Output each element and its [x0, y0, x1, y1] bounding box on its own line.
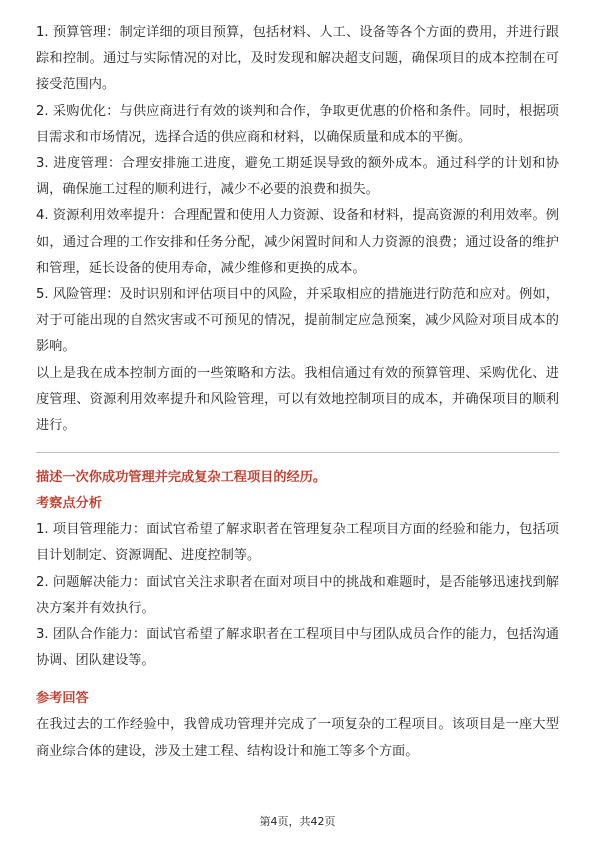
list-item-resource-efficiency: 4. 资源利用效率提升：合理配置和使用人力资源、设备和材料，提高资源的利用效率。例如，通过合理的工作安排和任务分配，减少闲置时间和人力资源的浪费；通过设备的维护和管理，延长设备的使用寿命，减少维修和更换的成本。 — [36, 208, 559, 276]
analysis-item-teamwork: 3. 团队合作能力：面试官希望了解求职者在工程项目中与团队成员合作的能力，包括沟通协调、团队建设等。 — [36, 627, 559, 669]
section-divider — [36, 452, 559, 453]
analysis-heading: 考察点分析 — [36, 496, 102, 512]
analysis-item-pm: 1. 项目管理能力：面试官希望了解求职者在管理复杂工程项目方面的经验和能力，包括项目计划制定、资源调配、进度控制等。 — [36, 522, 559, 564]
list-item-procurement: 2. 采购优化：与供应商进行有效的谈判和合作，争取更优惠的价格和条件。同时，根据项目需求和市场情况，选择合适的供应商和材料，以确保质量和成本的平衡。 — [36, 103, 559, 145]
summary-paragraph: 以上是我在成本控制方面的一些策略和方法。我相信通过有效的预算管理、采购优化、进度管理、资源利用效率提升和风险管理，可以有效地控制项目的成本，并确保项目的顺利进行。 — [36, 365, 559, 434]
list-item-schedule: 3. 进度管理：合理安排施工进度，避免工期延误导致的额外成本。通过科学的计划和协调，确保施工过程的顺利进行，减少不必要的浪费和损失。 — [36, 156, 559, 198]
answer-heading: 参考回答 — [36, 691, 89, 707]
list-item-budget: 1. 预算管理：制定详细的项目预算，包括材料、人工、设备等各个方面的费用，并进行跟踪和控制。通过与实际情况的对比，及时发现和解决超支问题，确保项目的成本控制在可接受范围内。 — [36, 25, 559, 93]
answer-paragraph: 在我过去的工作经验中，我曾成功管理并完成了一项复杂的工程项目。该项目是一座大型商业综合体的建设，涉及土建工程、结构设计和施工等多个方面。 — [36, 717, 559, 759]
document-page — [36, 20, 559, 765]
interview-question: 描述一次你成功管理并完成复杂工程项目的经历。 — [36, 470, 327, 486]
analysis-item-problem-solving: 2. 问题解决能力：面试官关注求职者在面对项目中的挑战和难题时，是否能够迅速找到解决方案并有效执行。 — [36, 574, 559, 616]
page-footer: 第4页，共42页 — [259, 815, 336, 828]
list-item-risk: 5. 风险管理：及时识别和评估项目中的风险，并采取相应的措施进行防范和应对。例如，对于可能出现的自然灾害或不可预见的情况，提前制定应急预案，减少风险对项目成本的影响。 — [36, 287, 559, 355]
